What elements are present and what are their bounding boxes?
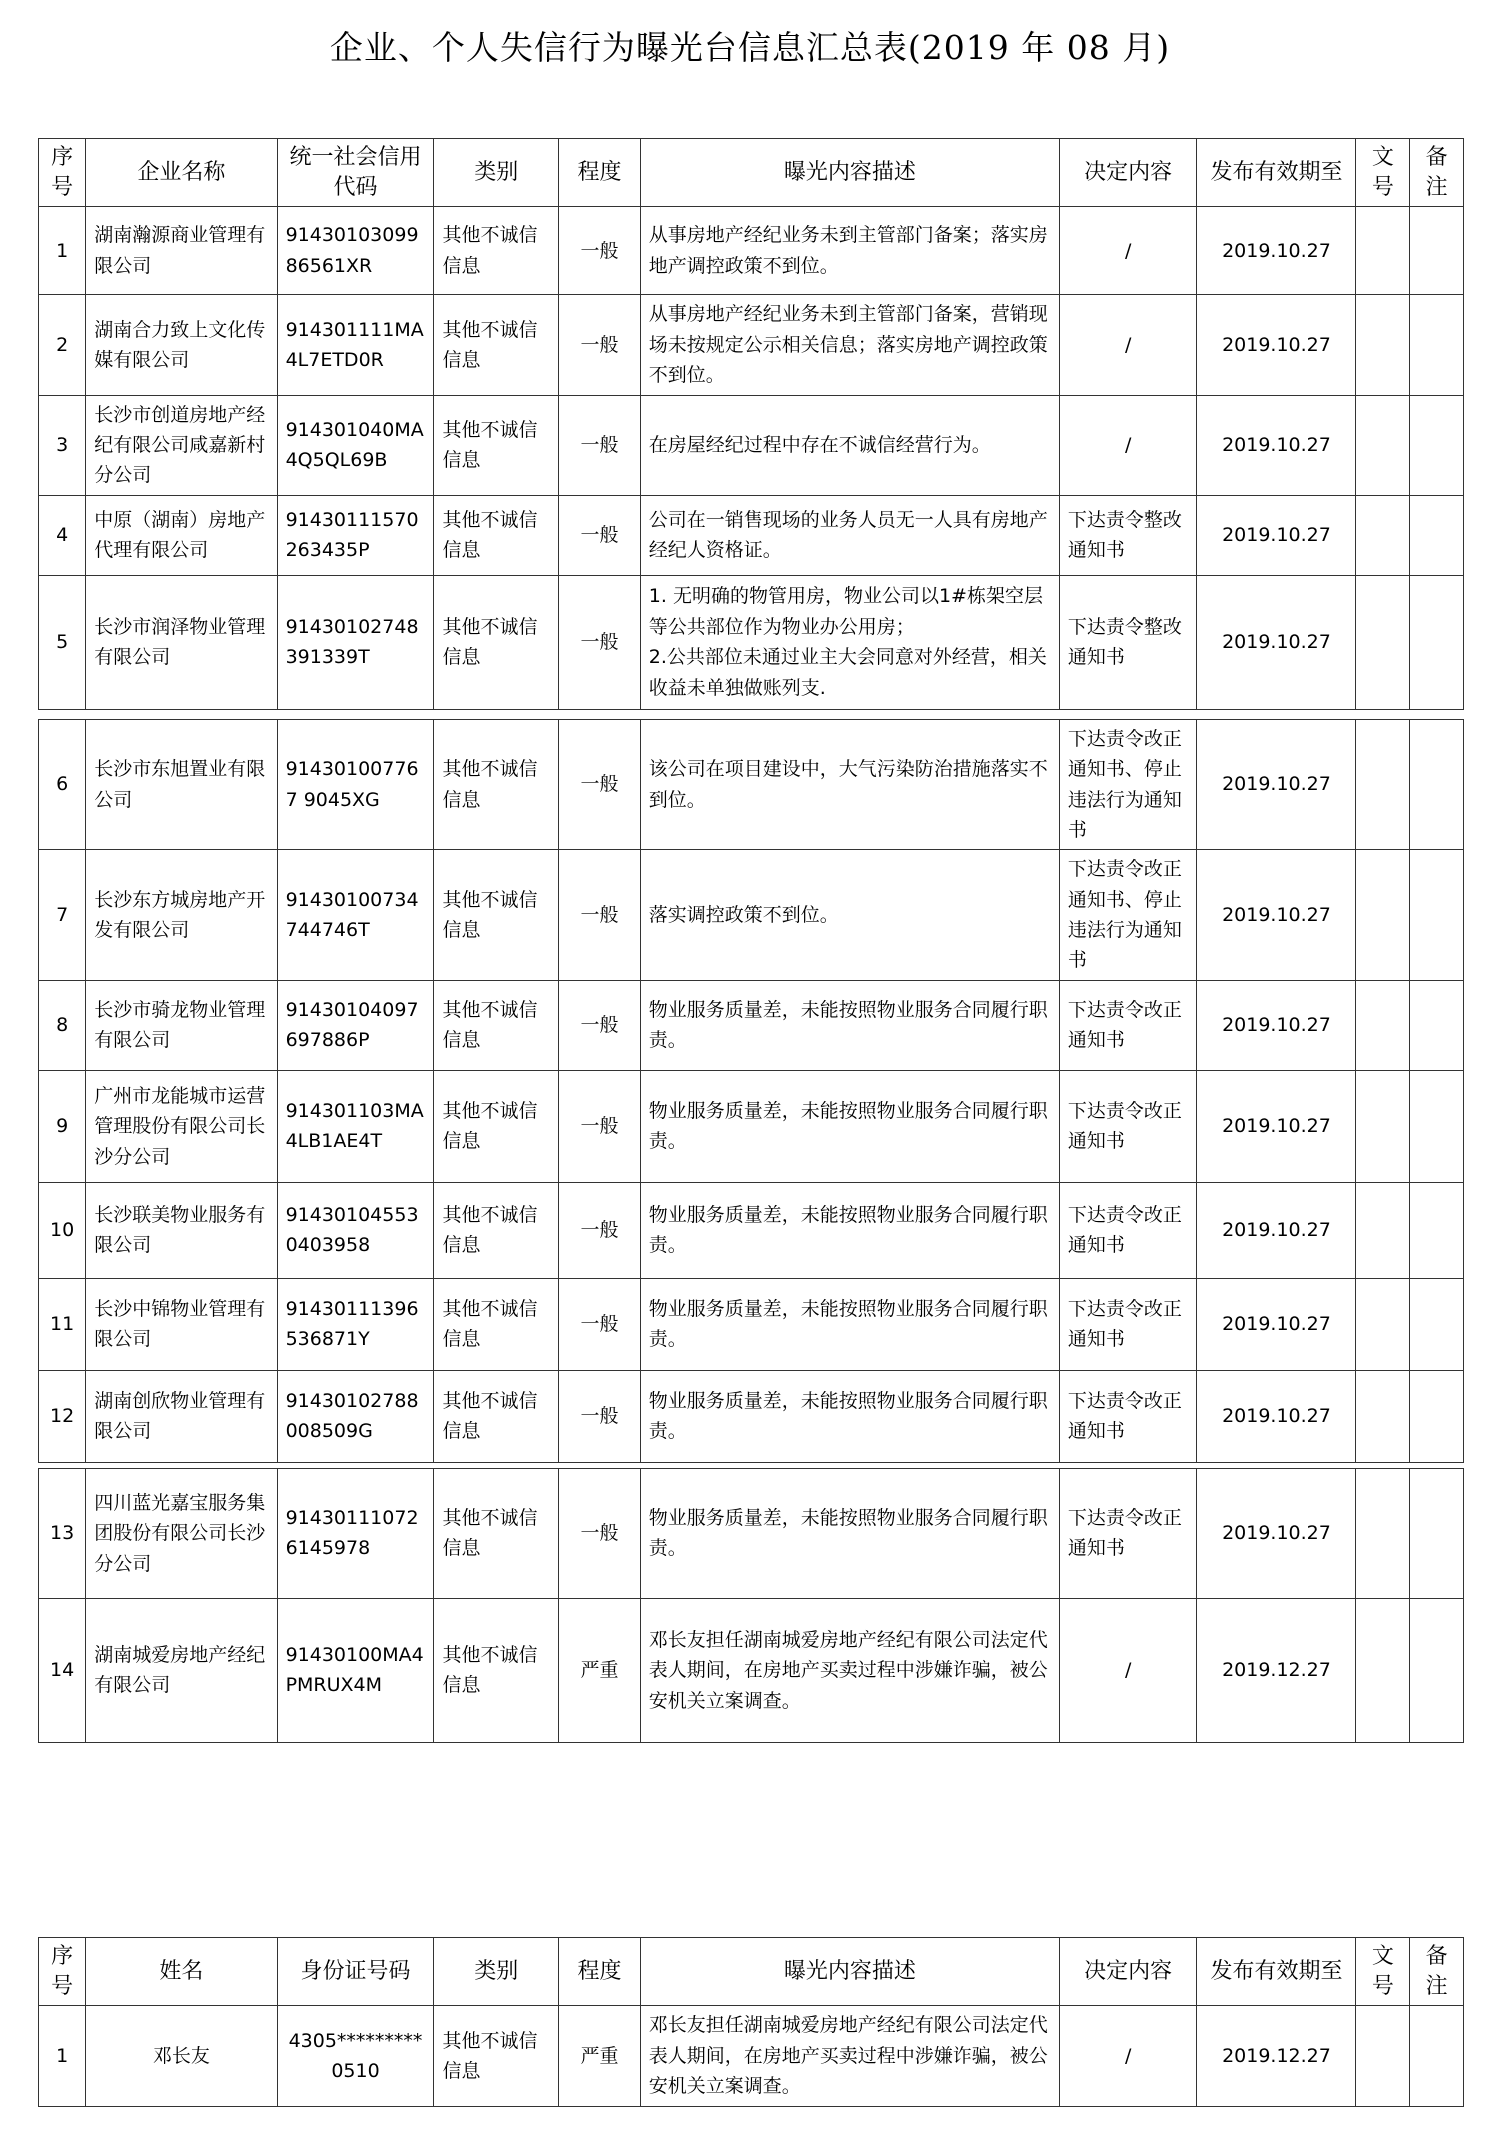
decision-cell: /: [1059, 1598, 1197, 1742]
category-cell: 其他不诚信信息: [434, 2006, 559, 2106]
decision-cell: 下达责令改正通知书、停止违法行为通知书: [1059, 850, 1197, 981]
description-cell: 在房屋经纪过程中存在不诚信经营行为。: [640, 395, 1059, 495]
valid-until-cell: 2019.10.27: [1197, 495, 1356, 575]
degree-cell: 一般: [559, 1278, 641, 1370]
table-row: [39, 1070, 1464, 1182]
company-name-cell: 湖南创欣物业管理有限公司: [86, 1370, 277, 1462]
note-cell: [1410, 1278, 1464, 1370]
description-cell: 1. 无明确的物管用房，物业公司以1#栋架空层等公共部位作为物业办公用房； 2.公共部位未通过业主大会同意对外经营，相关收益未单独做账列支.: [640, 575, 1059, 709]
company-name-cell: 长沙市骑龙物业管理有限公司: [86, 980, 277, 1070]
valid-until-cell: 2019.10.27: [1197, 1370, 1356, 1462]
company-name-cell: 长沙中锦物业管理有限公司: [86, 1278, 277, 1370]
valid-until-cell: 2019.10.27: [1197, 395, 1356, 495]
credit-code-cell: 914301007767 9045XG: [277, 719, 434, 850]
credit-code-cell: 914301045530403958: [277, 1182, 434, 1278]
degree-cell: 一般: [559, 575, 641, 709]
note-cell: [1410, 1182, 1464, 1278]
note-cell: [1410, 207, 1464, 295]
credit-code-cell: 914301111MA4L7ETD0R: [277, 295, 434, 395]
person-table-header: [39, 1938, 1464, 2006]
row-number-cell: 4: [39, 495, 86, 575]
decision-cell: 下达责令改正通知书、停止违法行为通知书: [1059, 719, 1197, 850]
header-degree: 程度: [559, 1938, 641, 2006]
degree-cell: 一般: [559, 1182, 641, 1278]
degree-cell: 一般: [559, 395, 641, 495]
description-cell: 物业服务质量差，未能按照物业服务合同履行职责。: [640, 1070, 1059, 1182]
doc-number-cell: [1356, 850, 1410, 981]
category-cell: 其他不诚信信息: [434, 495, 559, 575]
credit-code-cell: 914301110726145978: [277, 1468, 434, 1598]
person-name-cell: 邓长友: [86, 2006, 277, 2106]
header-valid-until: 发布有效期至: [1197, 139, 1356, 207]
table-row: [39, 1598, 1464, 1742]
header-person-name: 姓名: [86, 1938, 277, 2006]
header-degree: 程度: [559, 139, 641, 207]
description-cell: 邓长友担任湖南城爱房地产经纪有限公司法定代表人期间，在房地产买卖过程中涉嫌诈骗，被公安机关立案调查。: [640, 1598, 1059, 1742]
valid-until-cell: 2019.10.27: [1197, 1182, 1356, 1278]
table-row: [39, 980, 1464, 1070]
company-name-cell: 长沙市创道房地产经纪有限公司咸嘉新村分公司: [86, 395, 277, 495]
company-name-cell: 广州市龙能城市运营管理股份有限公司长沙分公司: [86, 1070, 277, 1182]
row-number-cell: 2: [39, 295, 86, 395]
description-cell: 该公司在项目建设中，大气污染防治措施落实不到位。: [640, 719, 1059, 850]
credit-code-cell: 91430100734744746T: [277, 850, 434, 981]
credit-code-cell: 91430111396536871Y: [277, 1278, 434, 1370]
description-cell: 物业服务质量差，未能按照物业服务合同履行职责。: [640, 1370, 1059, 1462]
valid-until-cell: 2019.10.27: [1197, 980, 1356, 1070]
credit-code-cell: 91430102748391339T: [277, 575, 434, 709]
gap-cell: [39, 709, 1464, 719]
doc-number-cell: [1356, 2006, 1410, 2106]
credit-code-cell: 9143010309986561XR: [277, 207, 434, 295]
table-row: [39, 719, 1464, 850]
note-cell: [1410, 1468, 1464, 1598]
category-cell: 其他不诚信信息: [434, 1182, 559, 1278]
company-name-cell: 长沙市润泽物业管理有限公司: [86, 575, 277, 709]
degree-cell: 一般: [559, 495, 641, 575]
category-cell: 其他不诚信信息: [434, 980, 559, 1070]
company-name-cell: 长沙东方城房地产开发有限公司: [86, 850, 277, 981]
category-cell: 其他不诚信信息: [434, 1278, 559, 1370]
category-cell: 其他不诚信信息: [434, 1468, 559, 1598]
header-category: 类别: [434, 1938, 559, 2006]
description-cell: 从事房地产经纪业务未到主管部门备案，营销现场未按规定公示相关信息；落实房地产调控政策不到位。: [640, 295, 1059, 395]
credit-code-cell: 91430102788008509G: [277, 1370, 434, 1462]
doc-number-cell: [1356, 1182, 1410, 1278]
degree-cell: 一般: [559, 295, 641, 395]
table-row: [39, 395, 1464, 495]
description-cell: 物业服务质量差，未能按照物业服务合同履行职责。: [640, 1182, 1059, 1278]
decision-cell: 下达责令改正通知书: [1059, 1070, 1197, 1182]
table-row: [39, 207, 1464, 295]
credit-code-cell: 914301040MA4Q5QL69B: [277, 395, 434, 495]
decision-cell: /: [1059, 207, 1197, 295]
degree-cell: 一般: [559, 1468, 641, 1598]
table-row: [39, 495, 1464, 575]
doc-number-cell: [1356, 1070, 1410, 1182]
category-cell: 其他不诚信信息: [434, 1070, 559, 1182]
degree-cell: 一般: [559, 980, 641, 1070]
doc-number-cell: [1356, 1278, 1410, 1370]
company-table: [38, 138, 1464, 1743]
row-number-cell: 6: [39, 719, 86, 850]
note-cell: [1410, 295, 1464, 395]
decision-cell: /: [1059, 295, 1197, 395]
valid-until-cell: 2019.12.27: [1197, 1598, 1356, 1742]
doc-number-cell: [1356, 395, 1410, 495]
degree-cell: 严重: [559, 2006, 641, 2106]
category-cell: 其他不诚信信息: [434, 295, 559, 395]
description-cell: 物业服务质量差，未能按照物业服务合同履行职责。: [640, 980, 1059, 1070]
degree-cell: 一般: [559, 207, 641, 295]
valid-until-cell: 2019.10.27: [1197, 1070, 1356, 1182]
id-number-cell: 4305*********0510: [277, 2006, 434, 2106]
decision-cell: 下达责令改正通知书: [1059, 1182, 1197, 1278]
doc-number-cell: [1356, 1468, 1410, 1598]
note-cell: [1410, 1598, 1464, 1742]
company-name-cell: 中原（湖南）房地产代理有限公司: [86, 495, 277, 575]
note-cell: [1410, 575, 1464, 709]
table-row: [39, 2006, 1464, 2106]
decision-cell: 下达责令改正通知书: [1059, 1278, 1197, 1370]
header-no: 序号: [39, 139, 86, 207]
note-cell: [1410, 2006, 1464, 2106]
company-name-cell: 长沙市东旭置业有限公司: [86, 719, 277, 850]
row-number-cell: 5: [39, 575, 86, 709]
header-id-number: 身份证号码: [277, 1938, 434, 2006]
header-category: 类别: [434, 139, 559, 207]
header-description: 曝光内容描述: [640, 139, 1059, 207]
valid-until-cell: 2019.10.27: [1197, 850, 1356, 981]
table-row: [39, 295, 1464, 395]
doc-number-cell: [1356, 980, 1410, 1070]
table-row: [39, 1278, 1464, 1370]
header-note: 备注: [1410, 1938, 1464, 2006]
note-cell: [1410, 719, 1464, 850]
description-cell: 从事房地产经纪业务未到主管部门备案；落实房地产调控政策不到位。: [640, 207, 1059, 295]
credit-code-cell: 91430100MA4PMRUX4M: [277, 1598, 434, 1742]
note-cell: [1410, 495, 1464, 575]
doc-number-cell: [1356, 719, 1410, 850]
table-row: [39, 1182, 1464, 1278]
row-number-cell: 1: [39, 207, 86, 295]
row-number-cell: 14: [39, 1598, 86, 1742]
description-cell: 落实调控政策不到位。: [640, 850, 1059, 981]
description-cell: 公司在一销售现场的业务人员无一人具有房地产经纪人资格证。: [640, 495, 1059, 575]
doc-number-cell: [1356, 1598, 1410, 1742]
category-cell: 其他不诚信信息: [434, 719, 559, 850]
table-row: [39, 1370, 1464, 1462]
doc-number-cell: [1356, 495, 1410, 575]
row-number-cell: 1: [39, 2006, 86, 2106]
note-cell: [1410, 850, 1464, 981]
decision-cell: /: [1059, 2006, 1197, 2106]
header-note: 备注: [1410, 139, 1464, 207]
company-name-cell: 湖南瀚源商业管理有限公司: [86, 207, 277, 295]
valid-until-cell: 2019.10.27: [1197, 575, 1356, 709]
header-doc-no: 文号: [1356, 1938, 1410, 2006]
header-doc-no: 文号: [1356, 139, 1410, 207]
row-number-cell: 7: [39, 850, 86, 981]
credit-code-cell: 91430111570263435P: [277, 495, 434, 575]
category-cell: 其他不诚信信息: [434, 850, 559, 981]
doc-number-cell: [1356, 1370, 1410, 1462]
note-cell: [1410, 980, 1464, 1070]
decision-cell: 下达责令整改通知书: [1059, 495, 1197, 575]
valid-until-cell: 2019.10.27: [1197, 1468, 1356, 1598]
header-credit-code: 统一社会信用代码: [277, 139, 434, 207]
company-name-cell: 四川蓝光嘉宝服务集团股份有限公司长沙分公司: [86, 1468, 277, 1598]
category-cell: 其他不诚信信息: [434, 575, 559, 709]
description-cell: 邓长友担任湖南城爱房地产经纪有限公司法定代表人期间，在房地产买卖过程中涉嫌诈骗，被公安机关立案调查。: [640, 2006, 1059, 2106]
category-cell: 其他不诚信信息: [434, 1370, 559, 1462]
note-cell: [1410, 1370, 1464, 1462]
header-description: 曝光内容描述: [640, 1938, 1059, 2006]
category-cell: 其他不诚信信息: [434, 207, 559, 295]
row-number-cell: 10: [39, 1182, 86, 1278]
doc-number-cell: [1356, 295, 1410, 395]
category-cell: 其他不诚信信息: [434, 1598, 559, 1742]
description-cell: 物业服务质量差，未能按照物业服务合同履行职责。: [640, 1468, 1059, 1598]
decision-cell: 下达责令改正通知书: [1059, 980, 1197, 1070]
row-number-cell: 11: [39, 1278, 86, 1370]
decision-cell: 下达责令改正通知书: [1059, 1468, 1197, 1598]
valid-until-cell: 2019.10.27: [1197, 1278, 1356, 1370]
header-decision: 决定内容: [1059, 139, 1197, 207]
degree-cell: 严重: [559, 1598, 641, 1742]
company-table-header: [39, 139, 1464, 207]
note-cell: [1410, 395, 1464, 495]
company-name-cell: 长沙联美物业服务有限公司: [86, 1182, 277, 1278]
company-name-cell: 湖南城爱房地产经纪有限公司: [86, 1598, 277, 1742]
row-number-cell: 8: [39, 980, 86, 1070]
degree-cell: 一般: [559, 1370, 641, 1462]
credit-code-cell: 91430104097697886P: [277, 980, 434, 1070]
table-row: [39, 850, 1464, 981]
row-number-cell: 13: [39, 1468, 86, 1598]
company-name-cell: 湖南合力致上文化传媒有限公司: [86, 295, 277, 395]
header-no: 序号: [39, 1938, 86, 2006]
decision-cell: 下达责令改正通知书: [1059, 1370, 1197, 1462]
degree-cell: 一般: [559, 850, 641, 981]
decision-cell: 下达责令整改通知书: [1059, 575, 1197, 709]
note-cell: [1410, 1070, 1464, 1182]
header-decision: 决定内容: [1059, 1938, 1197, 2006]
doc-number-cell: [1356, 575, 1410, 709]
row-number-cell: 3: [39, 395, 86, 495]
doc-number-cell: [1356, 207, 1410, 295]
description-cell: 物业服务质量差，未能按照物业服务合同履行职责。: [640, 1278, 1059, 1370]
header-valid-until: 发布有效期至: [1197, 1938, 1356, 2006]
table-row: [39, 1468, 1464, 1598]
degree-cell: 一般: [559, 719, 641, 850]
valid-until-cell: 2019.10.27: [1197, 719, 1356, 850]
valid-until-cell: 2019.10.27: [1197, 295, 1356, 395]
degree-cell: 一般: [559, 1070, 641, 1182]
page-break-gap: [39, 709, 1464, 719]
decision-cell: /: [1059, 395, 1197, 495]
row-number-cell: 9: [39, 1070, 86, 1182]
credit-code-cell: 914301103MA4LB1AE4T: [277, 1070, 434, 1182]
person-table: [38, 1937, 1464, 2107]
header-company-name: 企业名称: [86, 139, 277, 207]
row-number-cell: 12: [39, 1370, 86, 1462]
document-title: 企业、个人失信行为曝光台信息汇总表(2019 年 08 月): [329, 28, 1171, 67]
valid-until-cell: 2019.10.27: [1197, 207, 1356, 295]
valid-until-cell: 2019.12.27: [1197, 2006, 1356, 2106]
table-row: [39, 575, 1464, 709]
category-cell: 其他不诚信信息: [434, 395, 559, 495]
